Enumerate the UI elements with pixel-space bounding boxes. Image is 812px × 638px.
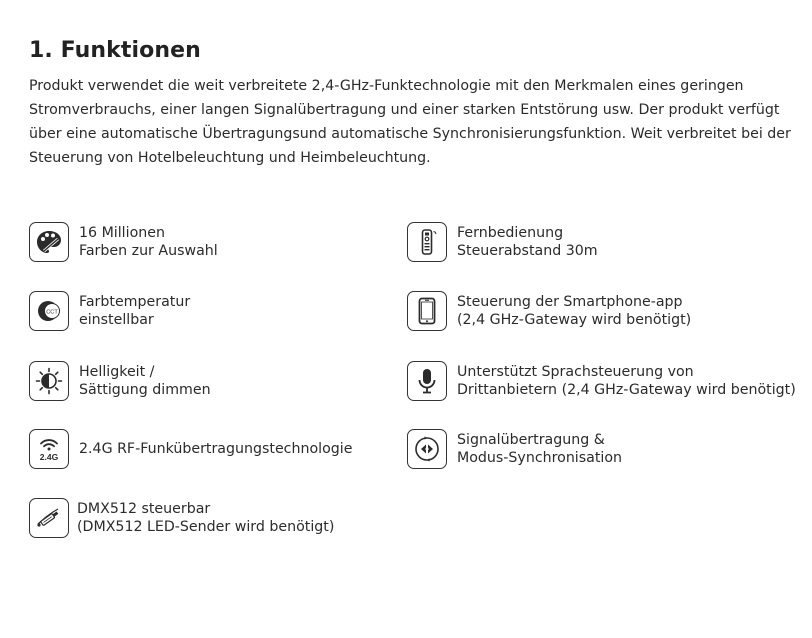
wireless-2-4g-icon	[29, 429, 69, 469]
feature-palette	[29, 222, 218, 262]
microphone-icon	[407, 361, 447, 401]
feature-remote-line2: Steuerabstand 30m	[457, 243, 598, 259]
feature-dmx-line2: (DMX512 LED-Sender wird benötigt)	[77, 519, 335, 535]
feature-remote-line1: Fernbedienung	[457, 225, 564, 241]
smartphone-icon	[407, 291, 447, 331]
feature-sync	[407, 429, 622, 469]
feature-cct-line2: einstellbar	[79, 312, 154, 328]
feature-brightness-line1: Helligkeit /	[79, 364, 155, 380]
feature-sync-line1: Signalübertragung &	[457, 432, 605, 448]
feature-rf	[29, 429, 352, 469]
feature-voice-line2: Drittanbietern (2,4 GHz-Gateway wird benötigt)	[457, 382, 796, 398]
palette-icon	[29, 222, 69, 262]
feature-smartphone-line1: Steuerung der Smartphone-app	[457, 294, 683, 310]
feature-palette-line1: 16 Millionen	[79, 225, 165, 241]
dmx-cable-icon	[29, 498, 69, 538]
feature-brightness	[29, 361, 211, 401]
intro-paragraph: Produkt verwendet die weit verbreitete 2,4-GHz-Funktechnologie mit den Merkmalen eines geringen Stromverbrauchs, einer langen Signalübertragung und einer starken Entstörung usw. Der produkt verfügt über eine automatische Übertragungsund automatische Synchronisierungsfunktion. Weit verbreitet bei der Steuerung von Hotelbeleuchtung und Heimbeleuchtung.	[29, 78, 791, 166]
cct-icon	[29, 291, 69, 331]
feature-cct-line1: Farbtemperatur	[79, 294, 191, 310]
feature-rf-line1: 2.4G RF-Funkübertragungstechnologie	[79, 441, 353, 457]
feature-voice	[407, 361, 796, 401]
feature-remote	[407, 222, 598, 262]
page-title: 1. Funktionen	[29, 38, 201, 63]
feature-voice-line1: Unterstützt Sprachsteuerung von	[457, 364, 694, 380]
feature-dmx-line1: DMX512 steuerbar	[77, 501, 211, 517]
wireless-icon-label: 2.4G	[39, 452, 59, 462]
sync-signal-icon	[407, 429, 447, 469]
feature-smartphone	[407, 291, 691, 331]
feature-brightness-line2: Sättigung dimmen	[79, 382, 211, 398]
feature-sync-line2: Modus-Synchronisation	[457, 450, 623, 466]
feature-palette-line2: Farben zur Auswahl	[79, 243, 218, 259]
feature-smartphone-line2: (2,4 GHz-Gateway wird benötigt)	[457, 312, 692, 328]
feature-cct	[29, 291, 190, 331]
cct-icon-label: CCT	[46, 309, 58, 316]
feature-dmx	[29, 498, 334, 538]
remote-control-icon	[407, 222, 447, 262]
brightness-icon	[29, 361, 69, 401]
